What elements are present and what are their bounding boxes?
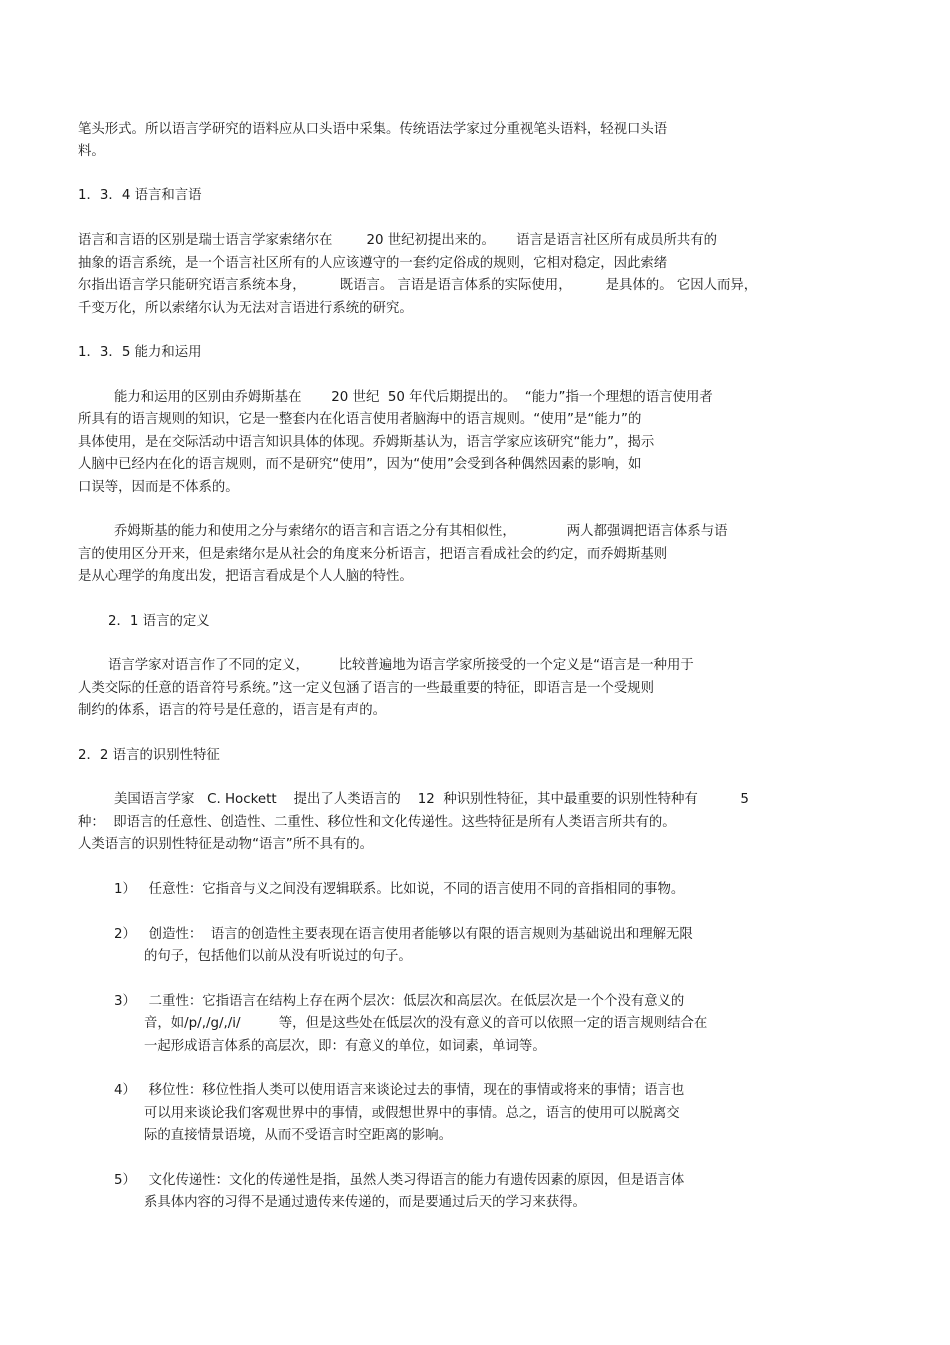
text-line: 抽象的语言系统，是一个语言社区所有的人应该遵守的一套约定俗成的规则，它相对稳定，因此索绪 xyxy=(78,256,668,271)
text-line: 人类交际的任意的语音符号系统。”这一定义包涵了语言的一些最重要的特征，即语言是一个受规则 xyxy=(78,681,655,696)
text-line: 人类语言的识别性特征是动物“语言”所不具有的。 xyxy=(78,837,374,852)
text-line: 千变万化，所以索绪尔认为无法对言语进行系统的研究。 xyxy=(78,301,413,316)
text-line: 制约的体系，语言的符号是任意的，语言是有声的。 xyxy=(78,703,386,718)
text-line: 是从心理学的角度出发，把语言看成是个人人脑的特性。 xyxy=(78,569,413,584)
text-line: 乔姆斯基的能力和使用之分与索绪尔的语言和言语之分有其相似性， 两人都强调把语言体系与语 xyxy=(114,524,728,539)
text-line: 言的使用区分开来，但是索绪尔是从社会的角度来分析语言，把语言看成社会的约定，而乔姆斯基则 xyxy=(78,547,668,562)
list-item-continuation: 的句子，包括他们以前从没有听说过的句子。 xyxy=(144,949,412,964)
text-line: 语言和言语的区别是瑞士语言学家索绪尔在 20 世纪初提出来的。 语言是语言社区所有成员所共有的 xyxy=(78,233,718,248)
list-item-continuation: 音，如/p/,/g/,/i/ 等，但是这些处在低层次的没有意义的音可以依照一定的语言规则结合在 xyxy=(144,1016,708,1031)
list-item: 4） 移位性：移位性指人类可以使用语言来谈论过去的事情，现在的事情或将来的事情；语言也 xyxy=(114,1083,685,1098)
list-item-continuation: 一起形成语言体系的高层次，即：有意义的单位，如词素，单词等。 xyxy=(144,1039,546,1054)
section-heading: 2．2 语言的识别性特征 xyxy=(78,748,220,763)
section-heading: 1．3．5 能力和运用 xyxy=(78,345,202,360)
section-heading: 1．3．4 语言和言语 xyxy=(78,188,202,203)
text-line: 具体使用，是在交际活动中语言知识具体的体现。乔姆斯基认为，语言学家应该研究“能力”，揭示 xyxy=(78,435,655,450)
list-item: 3） 二重性：它指语言在结构上存在两个层次：低层次和高层次。在低层次是一个个没有意义的 xyxy=(114,994,685,1009)
text-line: 口误等，因而是不体系的。 xyxy=(78,480,239,495)
text-line: 美国语言学家 C. Hockett 提出了人类语言的 12 种识别性特征，其中最重要的识别性特种有 5 xyxy=(114,792,749,807)
list-item: 5） 文化传递性：文化的传递性是指，虽然人类习得语言的能力有遗传因素的原因，但是语言体 xyxy=(114,1173,685,1188)
text-line: 能力和运用的区别由乔姆斯基在 20 世纪 50 年代后期提出的。 “能力”指一个理想的语言使用者 xyxy=(114,390,713,405)
text-line: 所具有的语言规则的知识，它是一整套内在化语言使用者脑海中的语言规则。“使用”是“能力”的 xyxy=(78,412,642,427)
list-item-continuation: 系具体内容的习得不是通过遗传来传递的，而是要通过后天的学习来获得。 xyxy=(144,1195,586,1210)
text-line: 种： 即语言的任意性、创造性、二重性、移位性和文化传递性。这些特征是所有人类语言所共有的。 xyxy=(78,815,676,830)
list-item-continuation: 可以用来谈论我们客观世界中的事情，或假想世界中的事情。总之，语言的使用可以脱离交 xyxy=(144,1106,680,1121)
text-line: 尔指出语言学只能研究语言系统本身， 既语言。 言语是语言体系的实际使用， 是具体的。 它因人而异， xyxy=(78,278,758,293)
section-heading: 2．1 语言的定义 xyxy=(108,614,210,629)
list-item: 2） 创造性： 语言的创造性主要表现在语言使用者能够以有限的语言规则为基础说出和理解无限 xyxy=(114,927,693,942)
text-line: 料。 xyxy=(78,144,105,159)
list-item-continuation: 际的直接情景语境，从而不受语言时空距离的影响。 xyxy=(144,1128,452,1143)
list-item: 1） 任意性：它指音与义之间没有逻辑联系。比如说，不同的语言使用不同的音指相同的事物。 xyxy=(114,882,685,897)
text-line: 人脑中已经内在化的语言规则，而不是研究“使用”，因为“使用”会受到各种偶然因素的影响，如 xyxy=(78,457,642,472)
text-line: 语言学家对语言作了不同的定义， 比较普遍地为语言学家所接受的一个定义是“语言是一种用于 xyxy=(108,658,694,673)
text-line: 笔头形式。所以语言学研究的语料应从口头语中采集。传统语法学家过分重视笔头语料，轻视口头语 xyxy=(78,122,668,137)
